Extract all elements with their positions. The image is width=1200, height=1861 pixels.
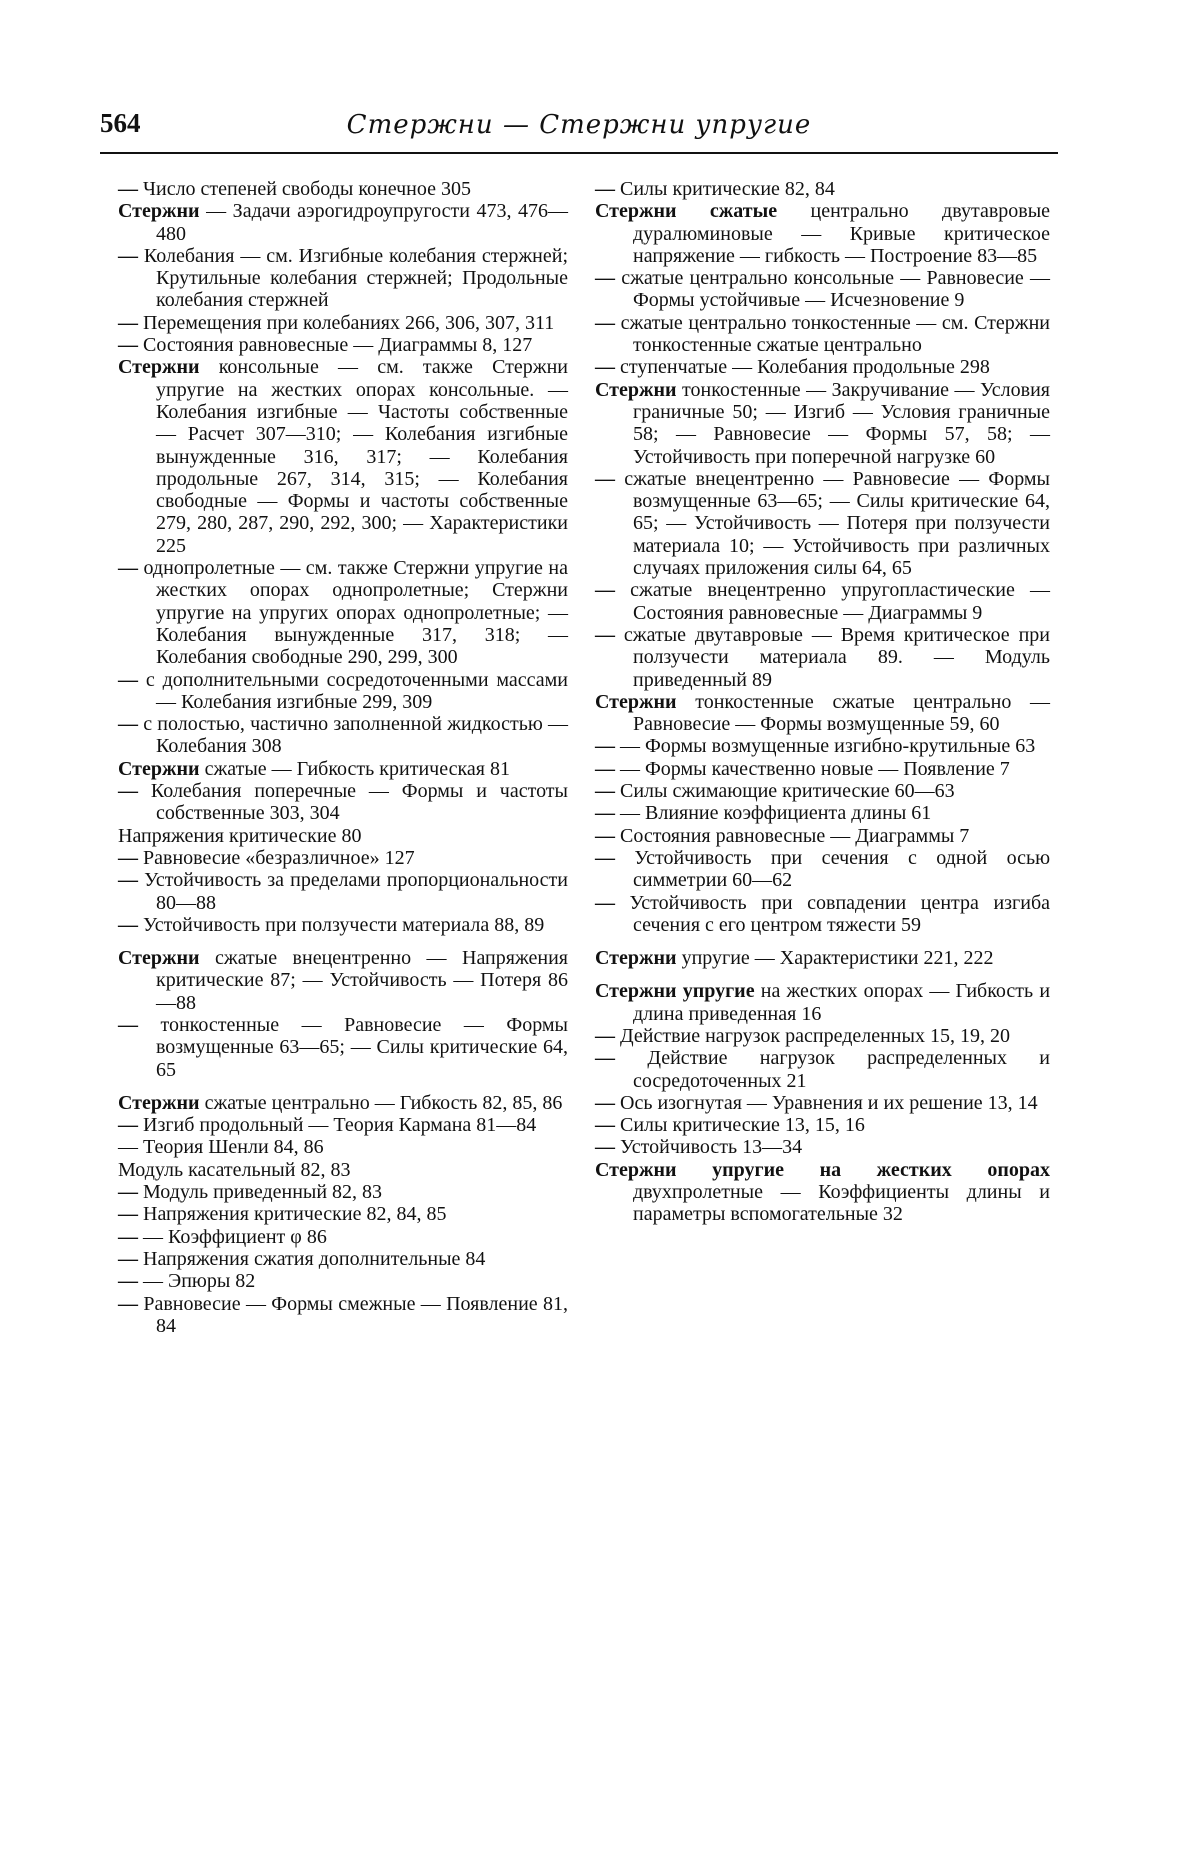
entry-text: — Теория Шенли 84, 86 <box>118 1136 324 1159</box>
entry-dash: — <box>118 1114 138 1137</box>
entry-text: сжатые — Гибкость критическая 81 <box>204 757 510 780</box>
index-column-right <box>595 178 1050 1226</box>
entry-text: сжатые внецентренно — Напряжения критические 87; — Устойчивость — Потеря 86—88 <box>156 947 568 1014</box>
index-entry <box>118 780 568 825</box>
entry-text: Действие нагрузок распределенных и сосредоточенных 21 <box>633 1047 1051 1092</box>
index-entry <box>595 691 1050 736</box>
index-entry <box>595 780 1050 802</box>
entry-dash: — <box>595 267 615 290</box>
entry-text: двухпролетные — Коэффициенты длины и параметры вспомогательные 32 <box>633 1181 1050 1226</box>
entry-dash: — <box>118 1225 138 1248</box>
entry-dash: — <box>595 846 615 869</box>
entry-text: Устойчивость за пределами пропорциональности 80—88 <box>144 869 568 914</box>
entry-heading: Стержни <box>595 947 677 970</box>
entry-dash: — <box>118 1013 138 1036</box>
entry-dash: — <box>595 356 615 379</box>
entry-dash: — <box>595 579 615 602</box>
entry-text: сжатые центрально тонкостенные — см. Стержни тонкостенные сжатые центрально <box>620 311 1051 357</box>
entry-dash: — <box>595 178 615 200</box>
entry-text: Устойчивость при ползучести материала 88, 89 <box>143 913 545 936</box>
entry-text: Устойчивость при совпадении центра изгиба сечения с его центром тяжести 59 <box>629 891 1051 936</box>
index-entry <box>595 200 1050 267</box>
entry-text: — Эпюры 82 <box>143 1270 256 1293</box>
entry-text: тонкостенные — Закручивание — Условия граничные 50; — Изгиб — Условия граничные 58; — Равновесие — Формы 57, 58; — Устойчивость при поперечной нагрузке 60 <box>633 378 1050 468</box>
entry-dash: — <box>595 891 615 914</box>
entry-dash: — <box>595 735 615 758</box>
index-entry <box>118 557 568 668</box>
index-entry <box>118 847 568 869</box>
index-entry <box>118 1114 568 1136</box>
index-entry <box>595 379 1050 468</box>
entry-text: Колебания — см. Изгибные колебания стержней; Крутильные колебания стержней; Продольные колебания стержней <box>143 244 568 312</box>
index-entry <box>118 713 568 758</box>
index-entry <box>595 892 1050 937</box>
index-entry <box>118 825 568 847</box>
index-entry <box>118 356 568 557</box>
entry-dash: — <box>595 1091 615 1114</box>
index-entry <box>595 1114 1050 1136</box>
index-entry <box>118 1270 568 1292</box>
entry-heading: Стержни <box>595 690 677 713</box>
index-entry <box>118 1248 568 1270</box>
entry-heading: Стержни <box>595 378 677 401</box>
index-entry <box>118 200 568 245</box>
index-entry <box>118 669 568 714</box>
index-entry <box>595 1159 1050 1226</box>
entry-dash: — <box>118 869 138 892</box>
index-entry <box>118 1181 568 1203</box>
entry-text: Устойчивость 13—34 <box>620 1136 803 1159</box>
entry-text: — Формы качественно новые — Появление 7 <box>620 757 1010 780</box>
entry-text: Колебания поперечные — Формы и частоты собственные 303, 304 <box>150 780 568 825</box>
entry-text: сжатые центрально — Гибкость 82, 85, 86 <box>204 1091 563 1114</box>
index-entry <box>595 1092 1050 1114</box>
entry-text: — Коэффициент φ 86 <box>143 1225 327 1248</box>
entry-dash: — <box>595 824 615 847</box>
entry-heading: Стержни упругие на жестких опорах <box>595 1158 1050 1181</box>
index-entry <box>118 1014 568 1081</box>
entry-text: — Формы возмущенные изгибно-крутильные 63 <box>620 735 1036 758</box>
index-entry <box>118 1136 568 1158</box>
index-entry <box>595 802 1050 824</box>
index-entry <box>118 1226 568 1248</box>
entry-dash: — <box>595 311 615 334</box>
entry-dash: — <box>118 557 138 580</box>
entry-text: Число степеней свободы конечное 305 <box>143 178 471 200</box>
index-entry <box>595 847 1050 892</box>
entry-text: Состояния равновесные — Диаграммы 7 <box>620 824 970 847</box>
entry-dash: — <box>118 1247 138 1270</box>
entry-text: Состояния равновесные — Диаграммы 8, 127 <box>143 334 533 357</box>
entry-heading: Стержни <box>118 947 200 970</box>
entry-text: Напряжения критические 82, 84, 85 <box>143 1203 447 1226</box>
index-entry <box>118 947 568 1014</box>
entry-dash: — <box>118 668 138 691</box>
entry-text: Устойчивость при сечения с одной осью симметрии 60—62 <box>633 846 1051 892</box>
index-entry <box>595 468 1050 579</box>
entry-heading: Стержни сжатые <box>595 200 778 223</box>
entry-dash: — <box>118 1292 138 1315</box>
entry-text: Силы критические 13, 15, 16 <box>620 1114 865 1137</box>
entry-text: сжатые внецентренно — Равновесие — Формы возмущенные 63—65; — Силы критические 64, 65; — Устойчивость — Потеря при ползучести материала 10; — Устойчивость при различных случаях приложения силы 64, 65 <box>624 467 1050 580</box>
entry-heading: Стержни <box>118 200 200 223</box>
index-entry <box>595 579 1050 624</box>
index-entry <box>595 980 1050 1025</box>
entry-dash: — <box>118 1203 138 1226</box>
entry-text: упругие — Характеристики 221, 222 <box>681 947 994 970</box>
entry-dash: — <box>118 244 138 267</box>
entry-text: на жестких опорах — Гибкость и длина приведенная 16 <box>633 980 1051 1025</box>
entry-text: Напряжения критические 80 <box>118 824 362 847</box>
index-entry <box>595 267 1050 312</box>
entry-text: Модуль касательный 82, 83 <box>118 1158 351 1181</box>
entry-text: Действие нагрузок распределенных 15, 19, 20 <box>620 1024 1010 1047</box>
index-entry <box>595 178 1050 200</box>
entry-text: Равновесие — Формы смежные — Появление 81, 84 <box>143 1292 568 1337</box>
index-entry <box>118 1203 568 1225</box>
index-entry <box>118 334 568 356</box>
entry-text: Перемещения при колебаниях 266, 306, 307, 311 <box>143 311 555 334</box>
index-entry <box>595 312 1050 357</box>
index-entry <box>118 1092 568 1114</box>
entry-dash: — <box>595 757 615 780</box>
index-entry <box>118 312 568 334</box>
entry-dash: — <box>595 1024 615 1047</box>
entry-dash: — <box>595 1136 615 1159</box>
index-entry <box>595 758 1050 780</box>
index-entry <box>118 178 568 200</box>
entry-dash: — <box>118 780 138 803</box>
index-entry <box>595 624 1050 691</box>
index-entry <box>118 869 568 914</box>
index-entry <box>595 735 1050 757</box>
index-entry <box>595 1047 1050 1092</box>
entry-text: Напряжения сжатия дополнительные 84 <box>143 1247 486 1270</box>
entry-dash: — <box>595 623 615 646</box>
index-entry <box>595 947 1050 969</box>
entry-dash: — <box>595 802 615 825</box>
entry-text: с полостью, частично заполненной жидкостью — Колебания 308 <box>143 713 568 758</box>
index-entry <box>118 914 568 936</box>
entry-text: Силы критические 82, 84 <box>620 178 835 200</box>
running-head: Стержни — Стержни упругие <box>346 110 812 140</box>
entry-dash: — <box>595 1114 615 1137</box>
entry-text: ступенчатые — Колебания продольные 298 <box>620 356 990 379</box>
entry-dash: — <box>118 913 138 936</box>
entry-text: сжатые двутавровые — Время критическое при ползучести материала 89. — Модуль приведенный 89 <box>623 623 1050 691</box>
entry-text: сжатые внецентренно упругопластические — Состояния равновесные — Диаграммы 9 <box>630 579 1050 624</box>
entry-text: центрально двутавровые дуралюминовые — Кривые критическое напряжение — гибкость — Построение 83—85 <box>633 200 1051 267</box>
entry-text: — Задачи аэрогидроупругости 473, 476—480 <box>156 200 569 245</box>
index-entry <box>118 1159 568 1181</box>
entry-dash: — <box>595 467 615 490</box>
index-entry <box>118 1293 568 1338</box>
entry-text: Ось изогнутая — Уравнения и их решение 13, 14 <box>620 1091 1038 1114</box>
entry-text: Изгиб продольный — Теория Кармана 81—84 <box>143 1114 537 1137</box>
entry-dash: — <box>595 1047 615 1070</box>
index-entry <box>595 1025 1050 1047</box>
page-number: 564 <box>100 108 141 138</box>
entry-text: с дополнительными сосредоточенными массами — Колебания изгибные 299, 309 <box>145 668 569 713</box>
entry-text: сжатые центрально консольные — Равновесие — Формы устойчивые — Исчезновение 9 <box>621 267 1050 312</box>
entry-dash: — <box>118 334 138 357</box>
index-entry <box>595 825 1050 847</box>
entry-dash: — <box>118 713 138 736</box>
entry-dash: — <box>118 311 138 334</box>
page-header <box>100 108 1058 154</box>
entry-text: — Влияние коэффициента длины 61 <box>620 802 932 825</box>
entry-text: однопролетные — см. также Стержни упругие на жестких опорах однопролетные; Стержни упругие на упругих опорах однопролетные; — Колебания вынужденные 317, 318; — Колебания свободные 290, 299, 300 <box>143 557 568 669</box>
entry-heading: Стержни <box>118 757 200 780</box>
index-entry <box>595 1136 1050 1158</box>
entry-heading: Стержни <box>118 356 200 379</box>
index-entry <box>118 245 568 312</box>
entry-heading: Стержни упругие <box>595 980 755 1003</box>
entry-dash: — <box>118 1270 138 1293</box>
index-column-left <box>118 178 568 1337</box>
entry-text: Равновесие «безразличное» 127 <box>143 846 415 869</box>
entry-text: тонкостенные сжатые центрально — Равновесие — Формы возмущенные 59, 60 <box>633 690 1051 736</box>
index-entry <box>595 356 1050 378</box>
entry-text: Модуль приведенный 82, 83 <box>143 1181 383 1204</box>
entry-dash: — <box>118 178 138 200</box>
entry-dash: — <box>595 780 615 803</box>
entry-text: тонкостенные — Равновесие — Формы возмущенные 63—65; — Силы критические 64, 65 <box>156 1013 568 1081</box>
entry-dash: — <box>118 846 138 869</box>
entry-text: консольные — см. также Стержни упругие на жестких опорах консольные. — Колебания изгибные — Частоты собственные — Расчет 307—310; — Колебания изгибные вынужденные 316, 317; — Колебания продольные 267, 314, 315; — Колебания свободные — Формы и частоты собственные 279, 280, 287, 290, 292, 300; — Характеристики 225 <box>156 356 568 557</box>
entry-dash: — <box>118 1181 138 1204</box>
entry-text: Силы сжимающие критические 60—63 <box>620 780 955 803</box>
index-entry <box>118 758 568 780</box>
entry-heading: Стержни <box>118 1091 200 1114</box>
